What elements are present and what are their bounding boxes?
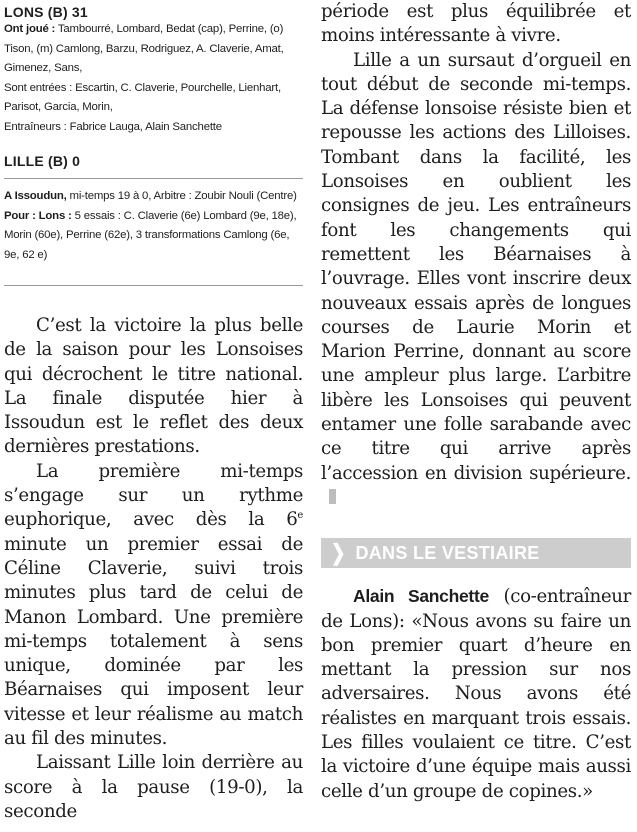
paragraph-3-continued: période est plus équilibrée et moins intéressante à vivre. <box>321 1 631 47</box>
paragraph-1: C’est la victoire la plus belle de la saison pour les Lonsoises qui décrochent le titre national. La finale disputée hier à Issoudun est le reflet des deux dernières prestations. <box>4 315 303 458</box>
venue-label: A Issoudun, <box>4 190 67 202</box>
subs-line: Sont entrées : Escartin, C. Claverie, Pourchelle, Lienhart, Parisot, Garcia, Morin, <box>4 81 281 113</box>
scorers-line <box>4 207 303 266</box>
article-body-right <box>321 0 631 510</box>
away-team-score: LILLE (B) 0 <box>4 153 81 169</box>
home-team-score: LONS (B) 31 <box>4 4 88 20</box>
played-line <box>4 20 303 79</box>
section-banner <box>321 538 631 568</box>
paragraph-3: Laissant Lille loin derrière au score à la pause (19-0), la seconde <box>4 752 303 822</box>
coaches-line: Entraîneurs : Fabrice Lauga, Alain Sanchette <box>4 120 222 133</box>
quote-text: (co-entraîneur de Lons): «Nous avons su faire un bon premier quart d’heure en mettant la pression sur nos adversaires. Nous avons été réalistes en marquant trois essais. Les filles voulaient ce titre. C’est la victoire d’une équipe mais aussi celle d’un groupe de copines.» <box>321 586 631 802</box>
match-facts-box <box>4 4 303 286</box>
chevron-right-icon: ❯ <box>330 540 346 566</box>
quote-paragraph <box>321 584 631 804</box>
paragraph-4: Lille a un sursaut d’orgueil en tout début de seconde mi-temps. La défense lonsoise résiste bien et repousse les actions des Lilloises. Tombant dans la facilité, les Lonsoises en oublient les consignes de jeu. Les entraîneurs font les changements qui remettent les Béarnaises à l’ouvrage. Elles vont inscrire deux nouveaux essais après de longues courses de Laurie Morin et Marion Perrine, donnant au score une ampleur plus large. L’arbitre libère les Lonsoises qui peuvent entamer une folle sarabande avec ce titre qui arrive après l’accession en division supérieure. <box>321 49 631 511</box>
lineup-block <box>4 20 303 137</box>
scorers-text: 5 essais : C. Claverie (6e) Lombard (9e, 18e), Morin (60e), Perrine (62e), 3 transformations Camlong (6e, 9e, 62 e) <box>4 209 297 261</box>
speaker-name: Alain Sanchette <box>353 586 489 607</box>
right-column <box>321 0 631 804</box>
end-of-article-mark <box>329 489 336 504</box>
vestiaire-quote <box>321 584 631 804</box>
scorers-label: Pour : Lons : <box>4 209 72 222</box>
facts-bottom-divider <box>4 285 303 286</box>
match-details <box>4 187 303 265</box>
divider <box>4 178 303 179</box>
venue-text: mi-temps 19 à 0, Arbitre : Zoubir Nouli (Centre) <box>66 190 297 202</box>
played-list: Tambourré, Lombard, Bedat (cap), Perrine, (o) Tison, (m) Camlong, Barzu, Rodriguez, A. Claverie, Amat, Gimenez, Sans, <box>4 23 284 74</box>
paragraph-2: La première mi-temps s’engage sur un rythme euphorique, avec dès la 6e minute un premier essai de Céline Claverie, suivi trois minutes plus tard de celui de Manon Lombard. Une première mi-temps totalement à sens unique, dominée par les Béarnaises qui imposent leur vitesse et leur réalisme au match au fil des minutes. <box>4 460 303 750</box>
banner-title: DANS LE VESTIAIRE <box>355 542 540 563</box>
left-column <box>4 0 303 824</box>
article-body-left <box>4 314 303 824</box>
played-label: Ont joué : <box>4 23 56 35</box>
venue-line <box>4 187 303 207</box>
